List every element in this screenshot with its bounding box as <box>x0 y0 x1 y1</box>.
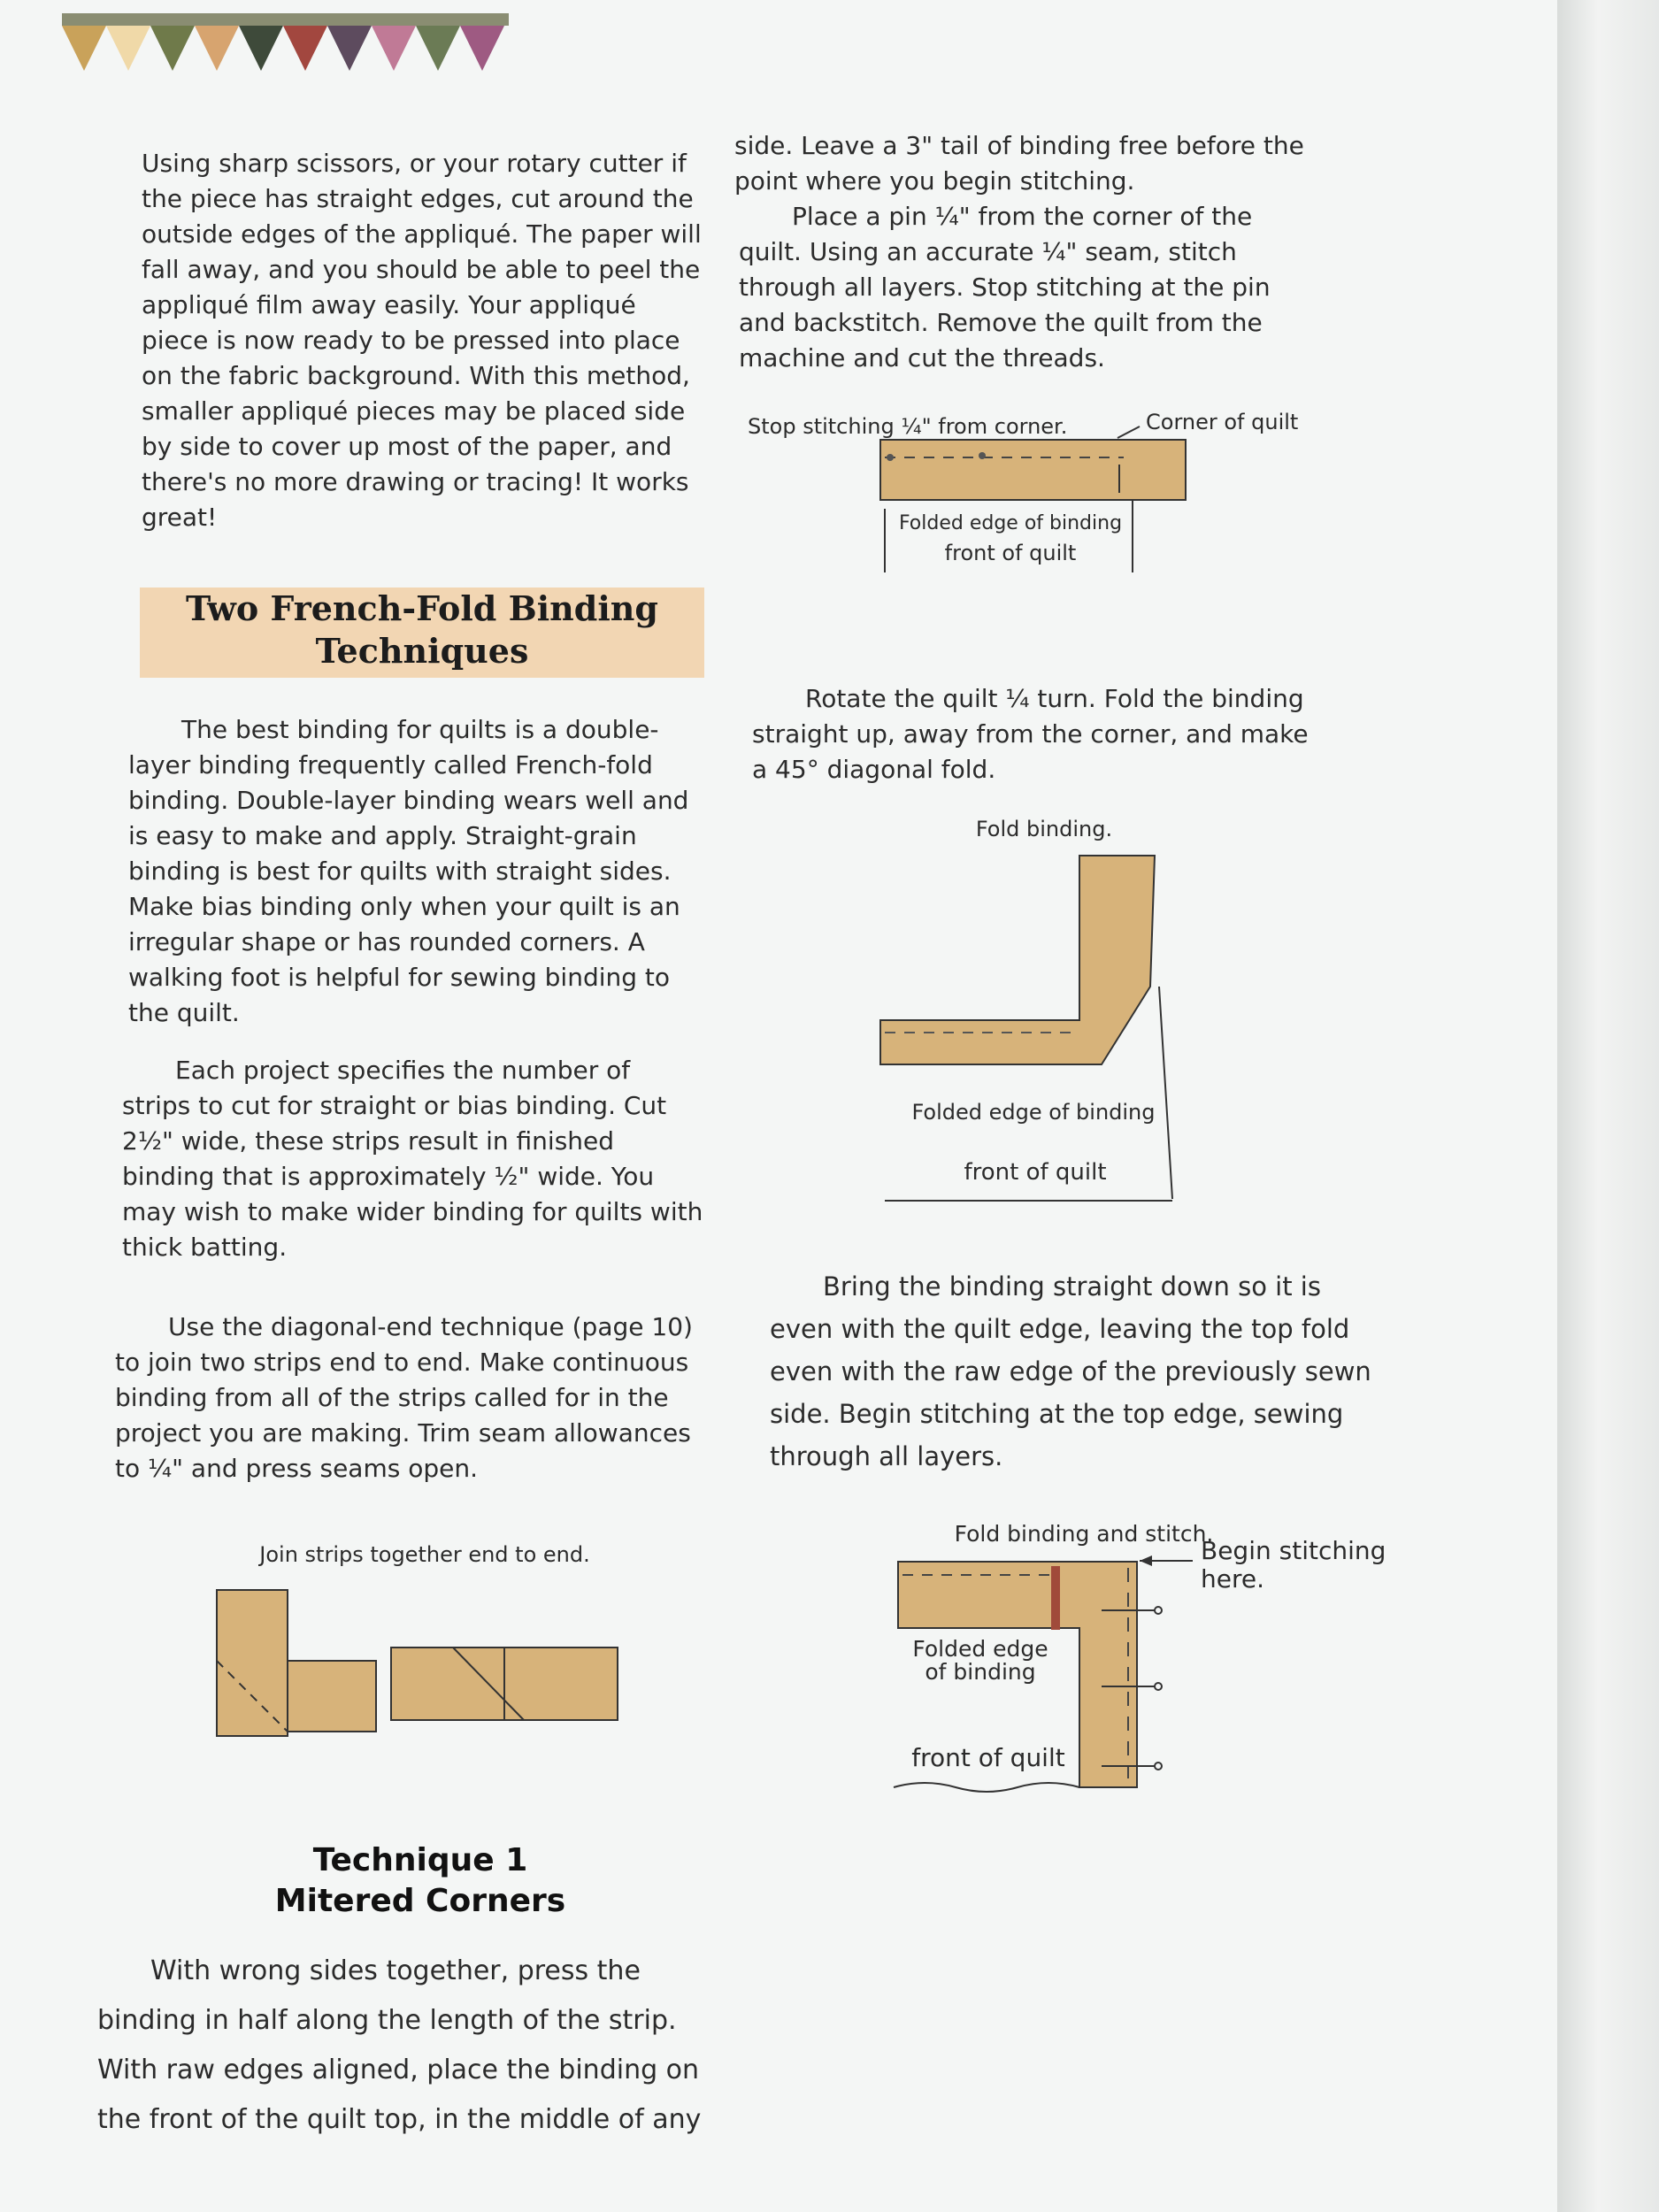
fold-binding-label: Fold binding. <box>975 817 1113 841</box>
fold-and-stitch-label: Fold binding and stitch. <box>954 1521 1214 1547</box>
binding-paragraph-3: Use the diagonal-end technique (page 10) to join two strips end to end. Make continuous binding from all of the strips called for in the project you are making. Trim seam allowances to ¼" and press seams open. <box>115 1312 693 1483</box>
continuation-paragraph: side. Leave a 3" tail of binding free before the point where you begin stitching. <box>734 131 1304 196</box>
folded-edge-label-2: Folded edge of binding <box>911 1100 1156 1125</box>
folded-edge-label-3a: Folded edge <box>912 1636 1048 1662</box>
rotate-paragraph: Rotate the quilt ¼ turn. Fold the binding straight up, away from the corner, and make a 45° diagonal fold. <box>752 684 1309 784</box>
front-of-quilt-label-2: front of quilt <box>964 1159 1107 1186</box>
quilt-border-decoration <box>62 13 513 84</box>
folded-edge-label-1: Folded edge of binding <box>898 512 1123 534</box>
intro-paragraph: Using sharp scissors, or your rotary cutter if the piece has straight edges, cut around the outside edges of the appliqué. The paper will fall away, and you should be able to peel the appliqué film away easily. Your appliqué piece is now ready to be pressed into place on the fabric background. With this method, smaller appliqué pieces may be placed side by side to cover up most of the paper, and there's no more drawing or tracing! It works great! <box>142 149 702 532</box>
technique-1-heading: Technique 1 Mitered Corners <box>274 1842 566 1919</box>
stop-stitching-diagram <box>743 403 1310 580</box>
begin-stitching-here-label: here. <box>1201 1564 1264 1594</box>
front-of-quilt-label-1: front of quilt <box>944 541 1077 565</box>
folded-edge-label-3b: of binding <box>925 1659 1036 1685</box>
bring-paragraph: Bring the binding straight down so it is even with the quilt edge, leaving the top fold even with the raw edge of the previously sewn side. Begin stitching at the top edge, sewing through all layers. <box>770 1271 1371 1471</box>
front-of-quilt-label-3: front of quilt <box>911 1743 1065 1772</box>
join-strips-diagram <box>204 1535 628 1743</box>
begin-stitching-label: Begin stitching <box>1201 1536 1386 1565</box>
section-heading: Two French-Fold Binding Techniques <box>186 588 658 671</box>
stop-stitching-label: Stop stitching ¼" from corner. <box>748 414 1068 439</box>
fold-and-stitch-diagram <box>889 1513 1402 1805</box>
fold-binding-diagram <box>876 810 1212 1217</box>
next-page-edge <box>1557 0 1659 2212</box>
binding-paragraph-2: Each project specifies the number of strips to cut for straight or bias binding. Cut 2½" wide, these strips result in finished binding that is approximately ½" wide. You may wish to make wider binding for quilts with thick batting. <box>122 1056 703 1262</box>
binding-paragraph-1: The best binding for quilts is a double-layer binding frequently called French-fold binding. Double-layer binding wears well and is easy to make and apply. Straight-grain binding is best for quilts with straight sides. Make bias binding only when your quilt is an irregular shape or has rounded corners. A walking foot is helpful for sewing binding to the quilt. <box>128 715 689 1027</box>
pin-paragraph: Place a pin ¼" from the corner of the quilt. Using an accurate ¼" seam, stitch through all layers. Stop stitching at the pin and backstitch. Remove the quilt from the machine and cut the threads. <box>739 202 1271 373</box>
join-strips-caption: Join strips together end to end. <box>259 1542 590 1567</box>
corner-of-quilt-label: Corner of quilt <box>1146 410 1299 434</box>
technique-paragraph: With wrong sides together, press the binding in half along the length of the strip. With raw edges aligned, place the binding on the front of the quilt top, in the middle of any <box>97 1955 702 2135</box>
